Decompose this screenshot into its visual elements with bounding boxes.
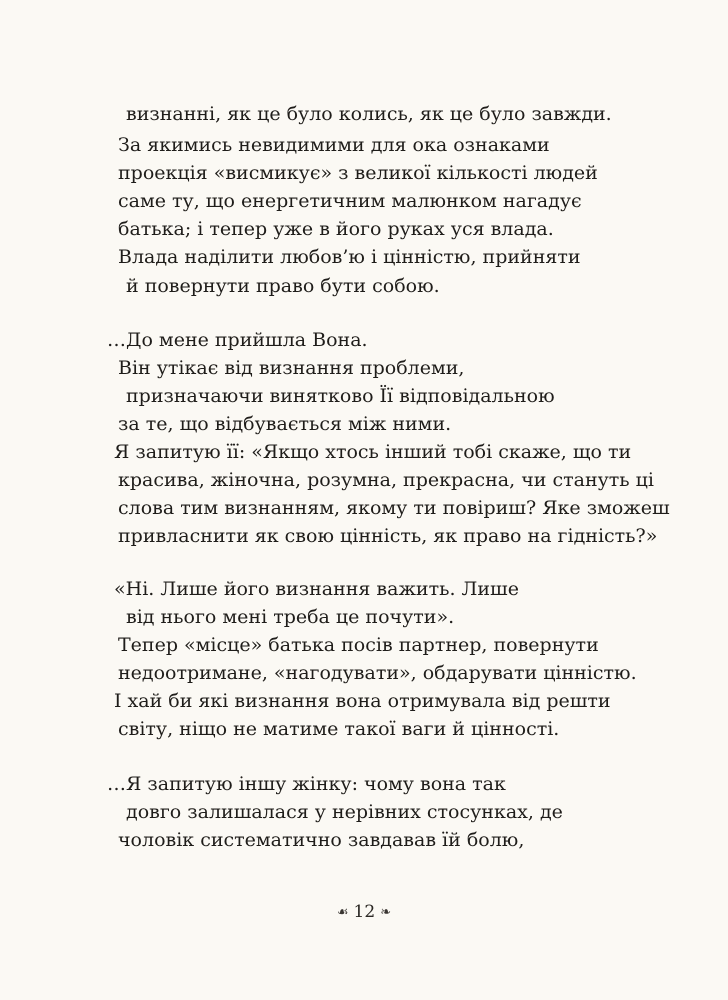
text-line: саме ту, що енергетичним малюнком нагадує: [118, 190, 582, 212]
text-line: За якимись невидимими для ока ознаками: [118, 134, 550, 156]
right-floral-ornament-icon: ❧: [380, 905, 392, 920]
text-line: привласнити як свою цінність, як право на гідність?»: [118, 525, 658, 547]
text-line: слова тим визнанням, якому ти повіриш? Яке зможеш: [118, 497, 670, 519]
text-line: Він утікає від визнання проблеми,: [118, 357, 465, 379]
text-line: й повернути право бути собою.: [126, 275, 440, 297]
text-line: за те, що відбувається між ними.: [118, 413, 452, 435]
page-number: 12: [353, 902, 376, 922]
text-line: світу, ніщо не матиме такої ваги й цінності.: [118, 718, 560, 740]
text-line: від нього мені треба це почути».: [126, 606, 455, 628]
text-line: Тепер «місце» батька посів партнер, повернути: [118, 634, 599, 656]
text-line: «Ні. Лише його визнання важить. Лише: [114, 578, 519, 600]
text-line: І хай би які визнання вона отримувала від решти: [114, 690, 611, 712]
text-line: чоловік систематично завдавав їй болю,: [118, 829, 525, 851]
text-line: довго залишалася у нерівних стосунках, де: [126, 801, 563, 823]
left-floral-ornament-icon: ☙: [336, 905, 349, 920]
text-line: Я запитую її: «Якщо хтось інший тобі скаже, що ти: [114, 441, 632, 463]
text-line: призначаючи винятково Її відповідальною: [126, 385, 555, 407]
text-line: визнанні, як це було колись, як це було завжди.: [126, 103, 612, 125]
text-line: проекція «висмикує» з великої кількості людей: [118, 162, 598, 184]
text-line: недоотримане, «нагодувати», обдарувати цінністю.: [118, 662, 637, 684]
text-line: батька; і тепер уже в його руках уся влада.: [118, 218, 554, 240]
text-line: Влада наділити любов’ю і цінністю, прийняти: [118, 246, 581, 268]
text-line: красива, жіночна, розумна, прекрасна, чи стануть ці: [118, 469, 654, 491]
page-number-footer: [0, 901, 728, 924]
text-line: …До мене прийшла Вона.: [107, 329, 368, 351]
text-line: …Я запитую іншу жінку: чому вона так: [107, 773, 506, 795]
